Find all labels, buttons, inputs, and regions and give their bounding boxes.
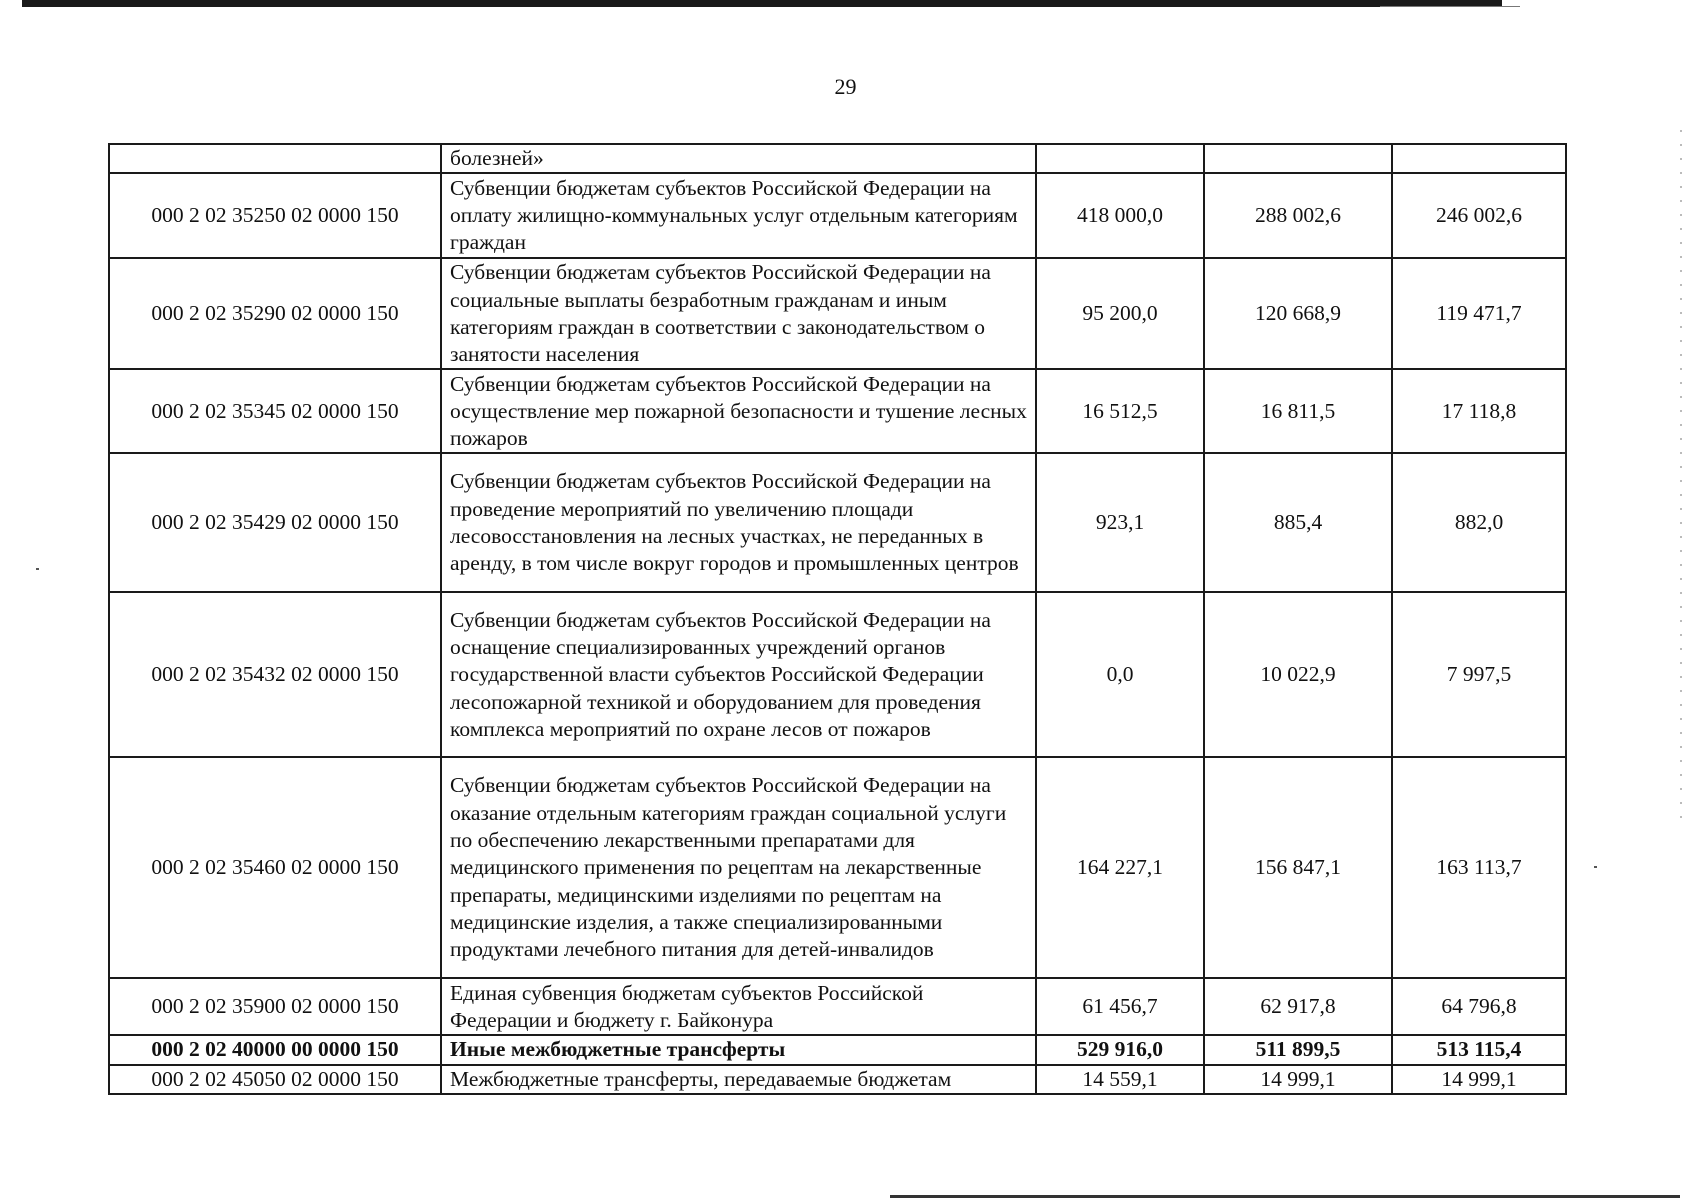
amount-cell-1: 923,1 xyxy=(1036,453,1204,592)
budget-code-cell: 000 2 02 35345 02 0000 150 xyxy=(109,369,441,453)
amount-cell-2: 120 668,9 xyxy=(1204,258,1392,369)
scan-speck xyxy=(1594,866,1597,868)
amount-cell-1: 14 559,1 xyxy=(1036,1065,1204,1094)
table-row xyxy=(109,258,1566,369)
item-name-cell: Субвенции бюджетам субъектов Российской Федерации на проведение мероприятий по увеличению площади лесовосстановления на лесных участках, не переданных в аренду, в том числе вокруг городов и промышленных центров xyxy=(441,453,1036,592)
amount-cell-3 xyxy=(1392,144,1566,173)
item-name-cell: Межбюджетные трансферты, передаваемые бюджетам xyxy=(441,1065,1036,1094)
amount-cell-2: 62 917,8 xyxy=(1204,978,1392,1035)
item-name-cell: Иные межбюджетные трансферты xyxy=(441,1035,1036,1064)
amount-cell-1: 0,0 xyxy=(1036,592,1204,757)
scan-edge-artifact xyxy=(1680,130,1682,830)
amount-cell-2: 288 002,6 xyxy=(1204,173,1392,258)
scan-top-border xyxy=(22,0,1502,7)
budget-code-cell: 000 2 02 35290 02 0000 150 xyxy=(109,258,441,369)
amount-cell-3: 246 002,6 xyxy=(1392,173,1566,258)
scan-speck xyxy=(36,568,39,570)
amount-cell-2: 156 847,1 xyxy=(1204,757,1392,978)
amount-cell-2: 14 999,1 xyxy=(1204,1065,1392,1094)
amount-cell-1: 418 000,0 xyxy=(1036,173,1204,258)
amount-cell-1: 164 227,1 xyxy=(1036,757,1204,978)
amount-cell-3: 17 118,8 xyxy=(1392,369,1566,453)
amount-cell-1: 16 512,5 xyxy=(1036,369,1204,453)
scan-bottom-border xyxy=(890,1195,1680,1198)
budget-code-cell: 000 2 02 35900 02 0000 150 xyxy=(109,978,441,1035)
amount-cell-1: 61 456,7 xyxy=(1036,978,1204,1035)
amount-cell-3: 163 113,7 xyxy=(1392,757,1566,978)
item-name-cell: болезней» xyxy=(441,144,1036,173)
item-name-cell: Субвенции бюджетам субъектов Российской Федерации на оказание отдельным категориям граждан социальной услуги по обеспечению лекарственными препаратами для медицинского применения по рецептам на лекарственные препараты, медицинскими изделиями по рецептам на медицинские изделия, а также специализированными продуктами лечебного питания для детей-инвалидов xyxy=(441,757,1036,978)
budget-code-cell: 000 2 02 35250 02 0000 150 xyxy=(109,173,441,258)
amount-cell-3: 513 115,4 xyxy=(1392,1035,1566,1064)
amount-cell-2: 16 811,5 xyxy=(1204,369,1392,453)
table-row-total xyxy=(109,1035,1566,1064)
item-name-cell: Субвенции бюджетам субъектов Российской Федерации на социальные выплаты безработным гражданам и иным категориям граждан в соответствии с законодательством о занятости населения xyxy=(441,258,1036,369)
budget-code-cell: 000 2 02 40000 00 0000 150 xyxy=(109,1035,441,1064)
table-row xyxy=(109,369,1566,453)
table-row xyxy=(109,978,1566,1035)
item-name-cell: Субвенции бюджетам субъектов Российской Федерации на осуществление мер пожарной безопасности и тушение лесных пожаров xyxy=(441,369,1036,453)
budget-code-cell: 000 2 02 35460 02 0000 150 xyxy=(109,757,441,978)
amount-cell-2 xyxy=(1204,144,1392,173)
amount-cell-2: 10 022,9 xyxy=(1204,592,1392,757)
item-name-cell: Единая субвенция бюджетам субъектов Российской Федерации и бюджету г. Байконура xyxy=(441,978,1036,1035)
amount-cell-2: 885,4 xyxy=(1204,453,1392,592)
scan-top-border-thin xyxy=(1380,6,1520,7)
page-number: 29 xyxy=(834,74,857,99)
amount-cell-2: 511 899,5 xyxy=(1204,1035,1392,1064)
amount-cell-3: 119 471,7 xyxy=(1392,258,1566,369)
budget-code-cell: 000 2 02 35432 02 0000 150 xyxy=(109,592,441,757)
amount-cell-1 xyxy=(1036,144,1204,173)
item-name-cell: Субвенции бюджетам субъектов Российской Федерации на оснащение специализированных учреждений органов государственной власти субъектов Российской Федерации лесопожарной техникой и оборудованием для проведения комплекса мероприятий по охране лесов от пожаров xyxy=(441,592,1036,757)
amount-cell-3: 7 997,5 xyxy=(1392,592,1566,757)
table-row xyxy=(109,1065,1566,1094)
table-row xyxy=(109,144,1566,173)
amount-cell-3: 14 999,1 xyxy=(1392,1065,1566,1094)
amount-cell-3: 64 796,8 xyxy=(1392,978,1566,1035)
budget-table xyxy=(108,143,1567,1095)
item-name-cell: Субвенции бюджетам субъектов Российской Федерации на оплату жилищно-коммунальных услуг отдельным категориям граждан xyxy=(441,173,1036,258)
budget-code-cell xyxy=(109,144,441,173)
amount-cell-1: 529 916,0 xyxy=(1036,1035,1204,1064)
budget-code-cell: 000 2 02 35429 02 0000 150 xyxy=(109,453,441,592)
amount-cell-1: 95 200,0 xyxy=(1036,258,1204,369)
amount-cell-3: 882,0 xyxy=(1392,453,1566,592)
budget-code-cell: 000 2 02 45050 02 0000 150 xyxy=(109,1065,441,1094)
table-row xyxy=(109,453,1566,592)
table-row xyxy=(109,173,1566,258)
table-row xyxy=(109,592,1566,757)
table-row xyxy=(109,757,1566,978)
